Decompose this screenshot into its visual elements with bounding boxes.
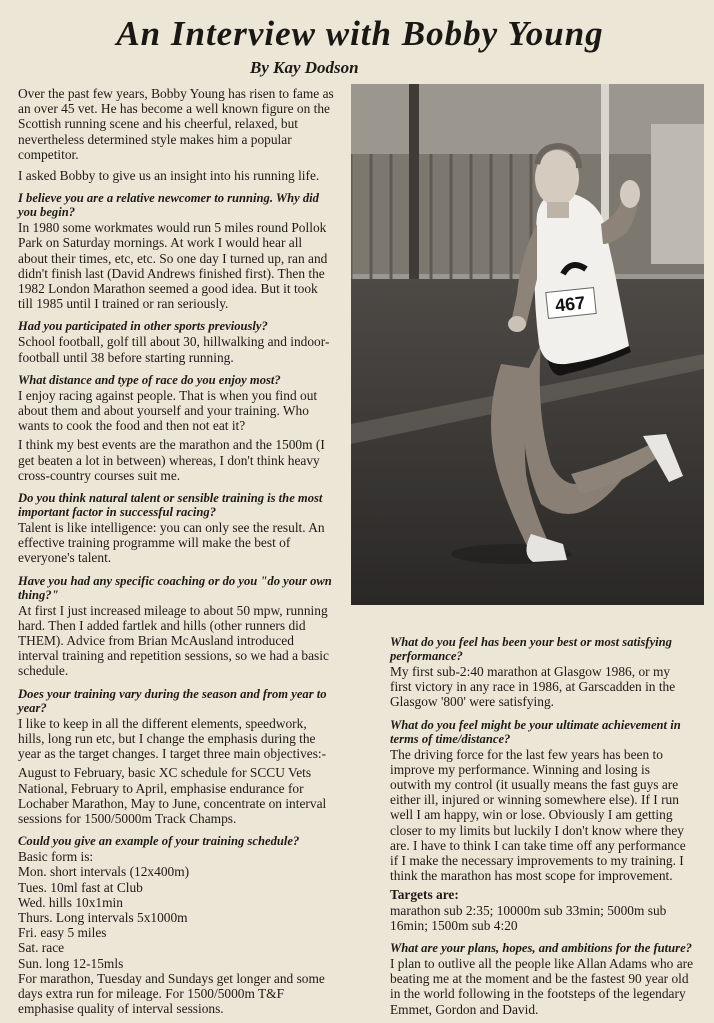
question: Do you think natural talent or sensible training is the most important factor in successful racing?	[18, 491, 323, 520]
answer: Talent is like intelligence: you can only see the result. An effective training programme will make the best of everyone's talent.	[18, 520, 325, 566]
intro-paragraph: Over the past few years, Bobby Young has risen to fame as an over 45 vet. He has become a well known figure on the Scottish running scene and his cheerful, relaxed, but nevertheless determined style makes him a popular competitor.	[18, 86, 334, 162]
schedule-intro: Basic form is:	[18, 849, 94, 865]
answer: In 1980 some workmates would run 5 miles round Pollok Park on Saturday mornings. At work I would hear all about their times, etc, etc. So one day I turned up, ran and didn't finish last (David Andrews finished first). Then the 1982 London Marathon seemed a good idea. But it took till 1985 until I trained or ran seriously.	[18, 220, 328, 312]
race-bib-number: 467	[554, 292, 587, 316]
runner-photo	[351, 84, 704, 605]
answer: I plan to outlive all the people like Allan Adams who are beating me at the moment and be the fastest 90 year old in the world following in the footsteps of the legendary Emmet, Gordon and David.	[390, 956, 694, 1017]
question: What do you feel has been your best or most satisfying performance?	[390, 635, 672, 663]
targets-label: Targets are:	[390, 887, 459, 903]
schedule-note: For marathon, Tuesday and Sundays get longer and some days extra run for mileage. For 1500/5000m T&F emphasise quality of interval sessions.	[18, 970, 325, 1017]
intro-paragraph: I asked Bobby to give us an insight into his running life.	[18, 168, 320, 184]
question: Have you had any specific coaching or do you "do your own thing?"	[18, 573, 332, 602]
schedule-day: Sun. long 12-15mls	[18, 955, 124, 971]
answer: I think my best events are the marathon and the 1500m (I get beaten a lot in between) whereas, I don't think heavy cross-country courses suit me.	[18, 437, 325, 483]
targets-text: marathon sub 2:35; 10000m sub 33min; 5000m sub 16min; 1500m sub 4:20	[390, 902, 667, 933]
question: Could you give an example of your training schedule?	[18, 834, 300, 849]
right-column	[390, 627, 694, 1023]
answer: At first I just increased mileage to about 50 mpw, running hard. Then I added fartlek and hills (other runners did THEM). Advice from Brian McAusland introduced interval training and repetition sessions, so we had a basic schedule.	[18, 602, 329, 679]
left-column	[18, 86, 334, 1022]
question: What are your plans, hopes, and ambitions for the future?	[390, 941, 692, 956]
runner-photo-graphic	[351, 84, 704, 605]
question: What distance and type of race do you enjoy most?	[18, 372, 281, 387]
answer: My first sub-2:40 marathon at Glasgow 1986, or my first victory in any race in 1986, at Garscadden in the Glasgow '800' were satisfying.	[390, 664, 676, 710]
answer: The driving force for the last few years has been to improve my performance. Winning and losing is outwith my control (it usually means the fast guys are either ill, injured or winning somewhere else). If I run well I am happy, win or lose. Obviously I am getting closer to my limits but luckily I don't know where they are. I have to think I can take time off any performance if I make the necessary improvements to my training. I think the marathon has most scope for improvement.	[390, 746, 686, 884]
schedule-day: Wed. hills 10x1min	[18, 894, 123, 910]
question: Does your training vary during the season and from year to year?	[18, 686, 327, 715]
article-title: An Interview with Bobby Young	[116, 14, 604, 53]
schedule-day: Tues. 10ml fast at Club	[18, 879, 143, 895]
schedule-day: Mon. short intervals (12x400m)	[18, 864, 190, 880]
answer: August to February, basic XC schedule for SCCU Vets National, February to April, emphasise endurance for Lochaber Marathon, May to June, concentrate on interval sessions for 1500/5000m Track Champs.	[18, 765, 327, 826]
question: I believe you are a relative newcomer to running. Why did you begin?	[18, 191, 319, 220]
schedule-day: Fri. easy 5 miles	[18, 925, 107, 941]
byline: By Kay Dodson	[250, 58, 359, 77]
question: Had you participated in other sports previously?	[18, 319, 268, 334]
answer: School football, golf till about 30, hillwalking and indoor-football until 38 before starting running.	[18, 334, 330, 365]
schedule-day: Thurs. Long intervals 5x1000m	[18, 909, 188, 925]
answer: I enjoy racing against people. That is when you find out about them and about yourself and your training. Who wants to cook the food and then not eat it?	[18, 387, 318, 434]
question: What do you feel might be your ultimate achievement in terms of time/distance?	[390, 717, 681, 746]
schedule-day: Sat. race	[18, 940, 65, 956]
answer: I like to keep in all the different elements, speedwork, hills, long run etc, but I change the emphasis during the year as the target changes. I target three main objectives:-	[18, 715, 327, 762]
